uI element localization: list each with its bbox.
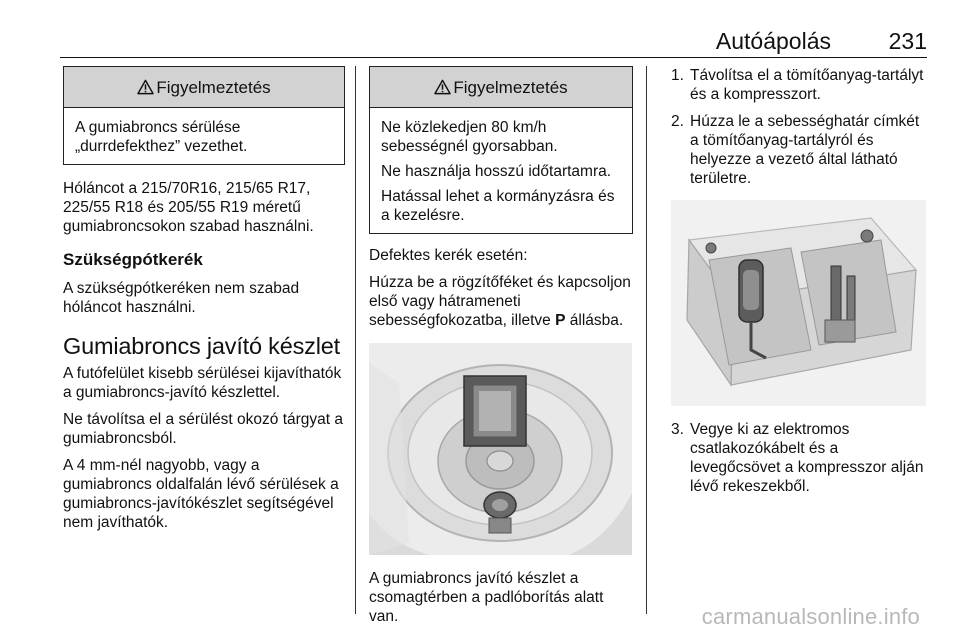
step-item xyxy=(671,66,929,104)
handbrake-text-end: állásba. xyxy=(565,312,624,329)
step-text: Vegye ki az elektromos csatlakozókábelt és a levegőcsövet a kompresszor alján lévő rekeszekből. xyxy=(690,421,924,495)
warning-header xyxy=(64,67,344,108)
warning-title: Figyelmeztetés xyxy=(156,77,271,97)
defect-intro: Defektes kerék esetén: xyxy=(369,247,528,264)
warning-box-speed xyxy=(369,66,633,234)
handbrake-text: Húzza be a rögzítőféket és kapcsoljon első vagy hátrameneti sebességfokozatba, illetve xyxy=(369,274,631,329)
warning-duration-text: Ne használja hosszú időtartamra. xyxy=(381,163,612,180)
column-3 xyxy=(671,66,929,504)
steps-list xyxy=(671,66,929,188)
step-number: 3. xyxy=(671,421,684,438)
spare-wheel-paragraph: A szükségpótkeréken nem szabad hóláncot használni. xyxy=(63,280,300,316)
step-number: 1. xyxy=(671,67,684,84)
step-number: 2. xyxy=(671,113,684,130)
repair-kit-paragraph-1: A futófelület kisebb sérülései kijavíthatók a gumiabroncs-javító készlettel. xyxy=(63,365,342,401)
warning-title: Figyelmeztetés xyxy=(453,77,568,97)
watermark: carmanualsonline.info xyxy=(701,604,920,629)
header-rule xyxy=(60,57,927,58)
step-text: Távolítsa el a tömítőanyag-tartályt és a kompresszort. xyxy=(690,67,924,103)
compressor-illustration xyxy=(671,200,926,406)
trunk-repair-kit-figure xyxy=(369,343,632,555)
step-text: Húzza le a sebességhatár címkét a tömítőanyag-tartályról és helyezze a vezető által látható területre. xyxy=(690,113,920,187)
steps-list-continued xyxy=(671,420,929,496)
park-position-label: P xyxy=(555,312,566,329)
warning-text: A gumiabroncs sérülése „durrdefekthez” vezethet. xyxy=(75,119,248,155)
warning-header xyxy=(370,67,632,108)
trunk-illustration xyxy=(369,343,632,555)
spare-wheel-heading: Szükségpótkerék xyxy=(63,250,203,269)
handbrake-paragraph xyxy=(369,273,633,330)
column-1 xyxy=(63,66,345,532)
page-number: 231 xyxy=(888,28,927,54)
snow-chain-paragraph: Hóláncot a 215/70R16, 215/65 R17, 225/55 R18 és 205/55 R19 méretű gumiabroncsokon szabad használni. xyxy=(63,180,314,235)
warning-triangle-icon xyxy=(137,79,154,95)
repair-kit-paragraph-2: Ne távolítsa el a sérülést okozó tárgyat a gumiabroncsból. xyxy=(63,411,344,447)
step-item xyxy=(671,420,929,496)
sealant-compressor-figure xyxy=(671,200,926,406)
repair-kit-heading: Gumiabroncs javító készlet xyxy=(63,333,340,359)
warning-handling-text: Hatással lehet a kormányzásra és a kezelésre. xyxy=(381,188,615,224)
warning-speed-text: Ne közlekedjen 80 km/h sebességnél gyorsabban. xyxy=(381,119,558,155)
warning-body xyxy=(370,108,632,233)
warning-triangle-icon xyxy=(434,79,451,95)
warning-body xyxy=(64,108,344,164)
page-header xyxy=(60,24,927,58)
step-item xyxy=(671,112,929,188)
column-2 xyxy=(369,66,633,626)
column-divider-2 xyxy=(646,66,647,614)
column-divider-1 xyxy=(355,66,356,614)
warning-box-damage xyxy=(63,66,345,165)
repair-kit-paragraph-3: A 4 mm-nél nagyobb, vagy a gumiabroncs oldalfalán lévő sérülések a gumiabroncs-javítókészlet segítségével nem javíthatók. xyxy=(63,457,339,531)
figure-caption: A gumiabroncs javító készlet a csomagtérben a padlóborítás alatt van. xyxy=(369,570,604,625)
header-title: Autóápolás xyxy=(715,28,831,54)
